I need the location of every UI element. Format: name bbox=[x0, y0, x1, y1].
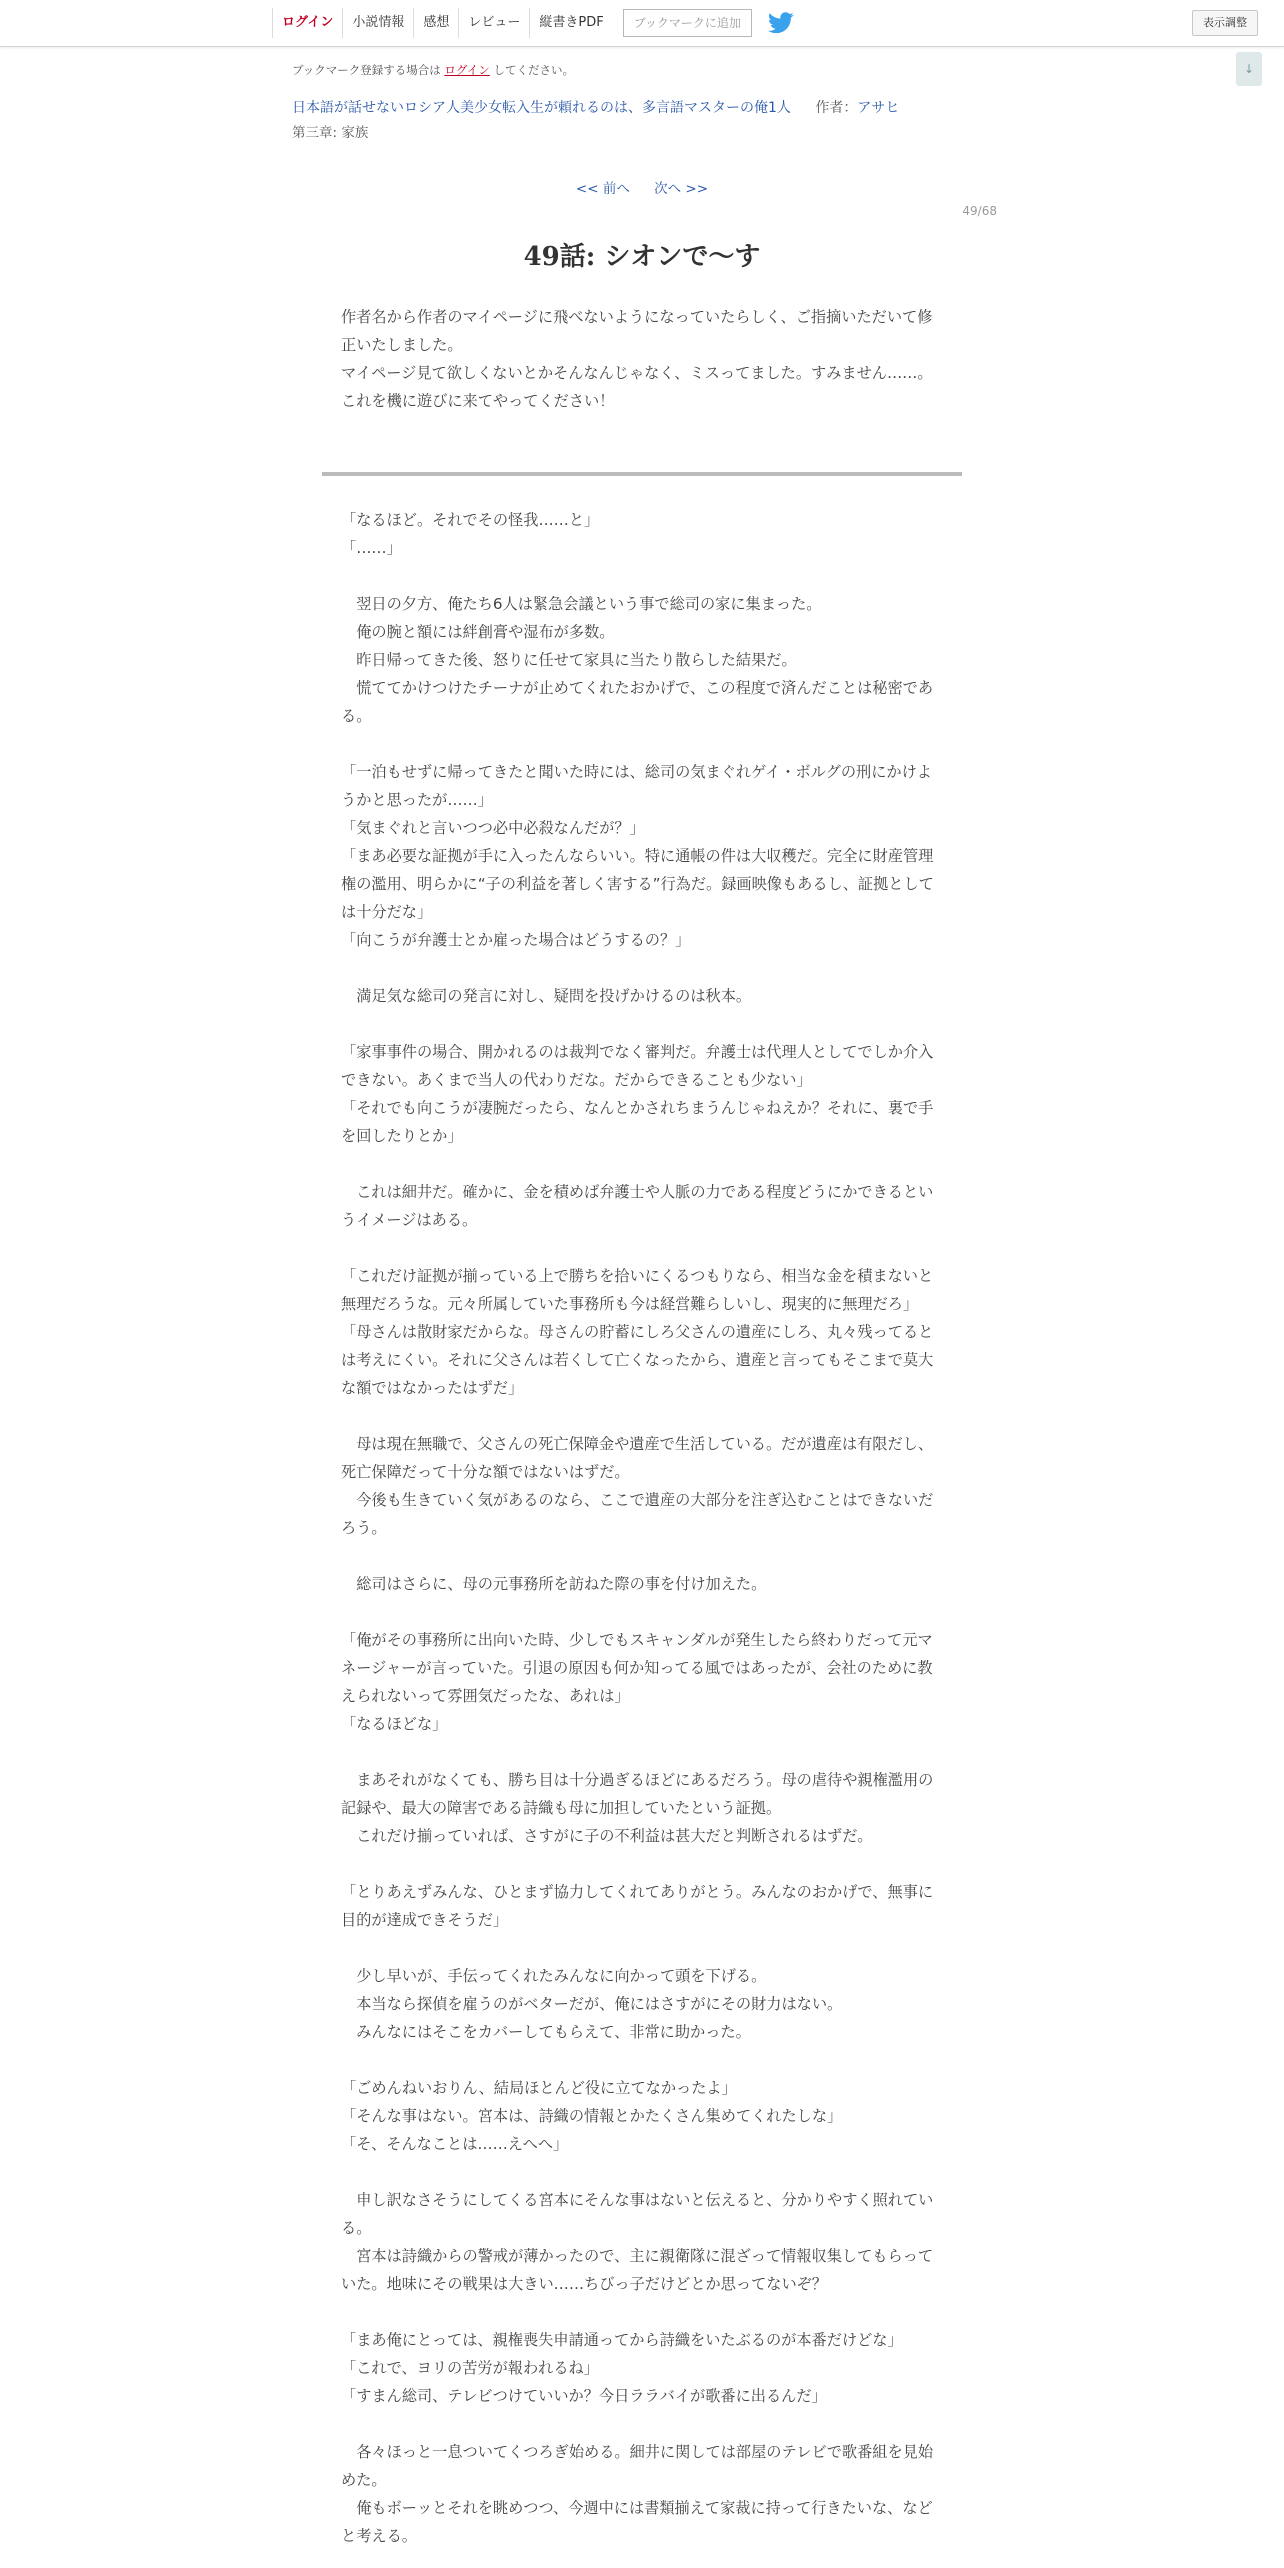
novel-body bbox=[341, 506, 941, 2550]
body-line: 「なるほど。それでその怪我……と」 bbox=[341, 511, 600, 529]
main-nav bbox=[272, 8, 794, 38]
body-line: 「なるほどな」 bbox=[341, 1715, 448, 1733]
body-line: 「一泊もせずに帰ってきたと聞いた時には、総司の気まぐれゲイ・ボルグの刑にかけようかと思ったが……」 bbox=[341, 763, 932, 809]
preface-divider bbox=[322, 472, 962, 476]
body-line: まあそれがなくても、勝ち目は十分過ぎるほどにあるだろう。母の虐待や親権濫用の記録や、最大の障害である詩織も母に加担していたという証拠。 bbox=[341, 1771, 934, 1817]
body-line: 満足気な総司の発言に対し、疑問を投げかけるのは秋本。 bbox=[341, 987, 752, 1005]
blank-line bbox=[341, 730, 941, 758]
blank-line bbox=[341, 1850, 941, 1878]
blank-line bbox=[341, 2410, 941, 2438]
body-line: 「そ、そんなことは……えへへ」 bbox=[341, 2135, 569, 2153]
nav-login[interactable]: ログイン bbox=[272, 8, 342, 38]
top-nav-bar bbox=[0, 0, 1284, 47]
blank-line bbox=[341, 1150, 941, 1178]
author-preface bbox=[341, 303, 941, 415]
blank-line bbox=[341, 2046, 941, 2074]
body-line: 「そんな事はない。宮本は、詩織の情報とかたくさん集めてくれたしな」 bbox=[341, 2107, 843, 2125]
blank-line bbox=[341, 1598, 941, 1626]
body-line: 宮本は詩織からの警戒が薄かったので、主に親衛隊に混ざって情報収集してもらっていた。地味にその戦果は大きい……ちびっ子だけどとか思ってないぞ？ bbox=[341, 2247, 934, 2293]
body-line: 「母さんは散財家だからな。母さんの貯蓄にしろ父さんの遺産にしろ、丸々残ってるとは考えにくい。それに父さんは若くして亡くなったから、遺産と言ってもそこまで莫大な額ではなかったはずだ」 bbox=[341, 1323, 934, 1397]
display-settings-button[interactable]: 表示調整 bbox=[1192, 10, 1258, 36]
body-line: 「これで、ヨリの苦労が報われるね」 bbox=[341, 2359, 599, 2377]
nav-impressions[interactable]: 感想 bbox=[413, 8, 458, 38]
bookmark-note-login-link[interactable]: ログイン bbox=[444, 63, 490, 77]
blank-line bbox=[341, 1542, 941, 1570]
body-line: みんなにはそこをカバーしてもらえて、非常に助かった。 bbox=[341, 2023, 751, 2041]
body-line: 母は現在無職で、父さんの死亡保障金や遺産で生活している。だが遺産は有限だし、死亡保障だって十分な額ではないはずだ。 bbox=[341, 1435, 934, 1481]
body-line: 翌日の夕方、俺たち6人は緊急会議という事で総司の家に集まった。 bbox=[341, 595, 822, 613]
series-line bbox=[292, 97, 899, 117]
blank-line bbox=[341, 1234, 941, 1262]
body-line: 今後も生きていく気があるのなら、ここで遺産の大部分を注ぎ込むことはできないだろう。 bbox=[341, 1491, 934, 1537]
body-line: 俺もボーッとそれを眺めつつ、今週中には書類揃えて家裁に持って行きたいな、などと考える。 bbox=[341, 2499, 933, 2545]
body-line: 「とりあえずみんな、ひとまず協力してくれてありがとう。みんなのおかげで、無事に目的が達成できそうだ」 bbox=[341, 1883, 934, 1929]
nav-review[interactable]: レビュー bbox=[458, 8, 529, 38]
series-title-link[interactable]: 日本語が話せないロシア人美少女転入生が頼れるのは、多言語マスターの俺1人 bbox=[292, 100, 791, 116]
blank-line bbox=[341, 2158, 941, 2186]
nav-novel-info[interactable]: 小説情報 bbox=[342, 8, 413, 38]
author-label: 作者： bbox=[815, 100, 858, 116]
body-line: 「これだけ証拠が揃っている上で勝ちを拾いにくるつもりなら、相当な金を積まないと無理だろうな。元々所属していた事務所も今は経営難らしいし、現実的に無理だろ」 bbox=[341, 1267, 934, 1313]
episode-pager bbox=[0, 177, 1284, 197]
episode-count: 49/68 bbox=[962, 204, 997, 218]
body-line: 申し訳なさそうにしてくる宮本にそんな事はないと伝えると、分かりやすく照れている。 bbox=[341, 2191, 934, 2237]
body-line: 少し早いが、手伝ってくれたみんなに向かって頭を下げる。 bbox=[341, 1967, 767, 1985]
scroll-down-tab[interactable]: ↓ bbox=[1236, 52, 1262, 86]
bookmark-note-prefix: ブックマーク登録する場合は bbox=[292, 63, 441, 77]
body-line: 「まあ必要な証拠が手に入ったんならいい。特に通帳の件は大収穫だ。完全に財産管理権の濫用、明らかに“子の利益を著しく害する”行為だ。録画映像もあるし、証拠としては十分だな」 bbox=[341, 847, 934, 921]
body-line: 昨日帰ってきた後、怒りに任せて家具に当たり散らした結果だ。 bbox=[341, 651, 797, 669]
body-line: 本当なら探偵を雇うのがベターだが、俺にはさすがにその財力はない。 bbox=[341, 1995, 843, 2013]
blank-line bbox=[341, 2298, 941, 2326]
preface-paragraph: 作者名から作者のマイページに飛べないようになっていたらしく、ご指摘いただいて修正いたしました。 bbox=[341, 308, 933, 354]
episode-title: 49話: シオンで〜す bbox=[523, 242, 761, 272]
chapter-title: 第三章: 家族 bbox=[292, 125, 369, 141]
body-line: 「まあ俺にとっては、親権喪失申請通ってから詩織をいたぶるのが本番だけどな」 bbox=[341, 2331, 903, 2349]
blank-line bbox=[341, 1934, 941, 1962]
body-line: 「向こうが弁護士とか雇った場合はどうするの？」 bbox=[341, 931, 691, 949]
prev-episode-link[interactable]: << 前へ bbox=[575, 181, 630, 197]
body-line: 「ごめんねいおりん、結局ほとんど役に立てなかったよ」 bbox=[341, 2079, 737, 2097]
twitter-bird-icon[interactable] bbox=[768, 12, 794, 34]
bookmark-login-note bbox=[292, 62, 574, 78]
body-line: これは細井だ。確かに、金を積めば弁護士や人脈の力である程度どうにかできるというイメージはある。 bbox=[341, 1183, 934, 1229]
body-line: 「気まぐれと言いつつ必中必殺なんだが？」 bbox=[341, 819, 645, 837]
nav-vertical-pdf[interactable]: 縦書きPDF bbox=[529, 8, 612, 38]
blank-line bbox=[341, 1402, 941, 1430]
body-line: 「俺がその事務所に出向いた時、少しでもスキャンダルが発生したら終わりだって元マネージャーが言っていた。引退の原因も何か知ってる風ではあったが、会社のために教えられないって雰囲気だったな、あれは」 bbox=[341, 1631, 933, 1705]
blank-line bbox=[341, 562, 941, 590]
preface-paragraph: これを機に遊びに来てやってください！ bbox=[341, 392, 615, 410]
add-bookmark-button[interactable]: ブックマークに追加 bbox=[623, 9, 752, 37]
bookmark-note-suffix: してください。 bbox=[493, 63, 574, 77]
body-line: これだけ揃っていれば、さすがに子の不利益は甚大だと判断されるはずだ。 bbox=[341, 1827, 873, 1845]
body-line: 俺の腕と額には絆創膏や湿布が多数。 bbox=[341, 623, 615, 641]
blank-line bbox=[341, 954, 941, 982]
body-line: 各々ほっと一息ついてくつろぎ始める。細井に関しては部屋のテレビで歌番組を見始めた。 bbox=[341, 2443, 934, 2489]
body-line: 「……」 bbox=[341, 539, 402, 557]
preface-paragraph: マイページ見て欲しくないとかそんなんじゃなく、ミスってました。すみません……。 bbox=[341, 364, 933, 382]
next-episode-link[interactable]: 次へ >> bbox=[654, 181, 709, 197]
body-line: 「それでも向こうが凄腕だったら、なんとかされちまうんじゃねえか？それに、裏で手を回したりとか」 bbox=[341, 1099, 934, 1145]
body-line: 「すまん総司、テレビつけていいか？今日ララバイが歌番に出るんだ」 bbox=[341, 2387, 827, 2405]
author-link[interactable]: アサヒ bbox=[857, 100, 900, 116]
body-line: 「家事事件の場合、開かれるのは裁判でなく審判だ。弁護士は代理人としてでしか介入できない。あくまで当人の代わりだな。だからできることも少ない」 bbox=[341, 1043, 934, 1089]
body-line: 総司はさらに、母の元事務所を訪ねた際の事を付け加えた。 bbox=[341, 1575, 767, 1593]
body-line: 慌ててかけつけたチーナが止めてくれたおかげで、この程度で済んだことは秘密である。 bbox=[341, 679, 934, 725]
blank-line bbox=[341, 1010, 941, 1038]
blank-line bbox=[341, 1738, 941, 1766]
